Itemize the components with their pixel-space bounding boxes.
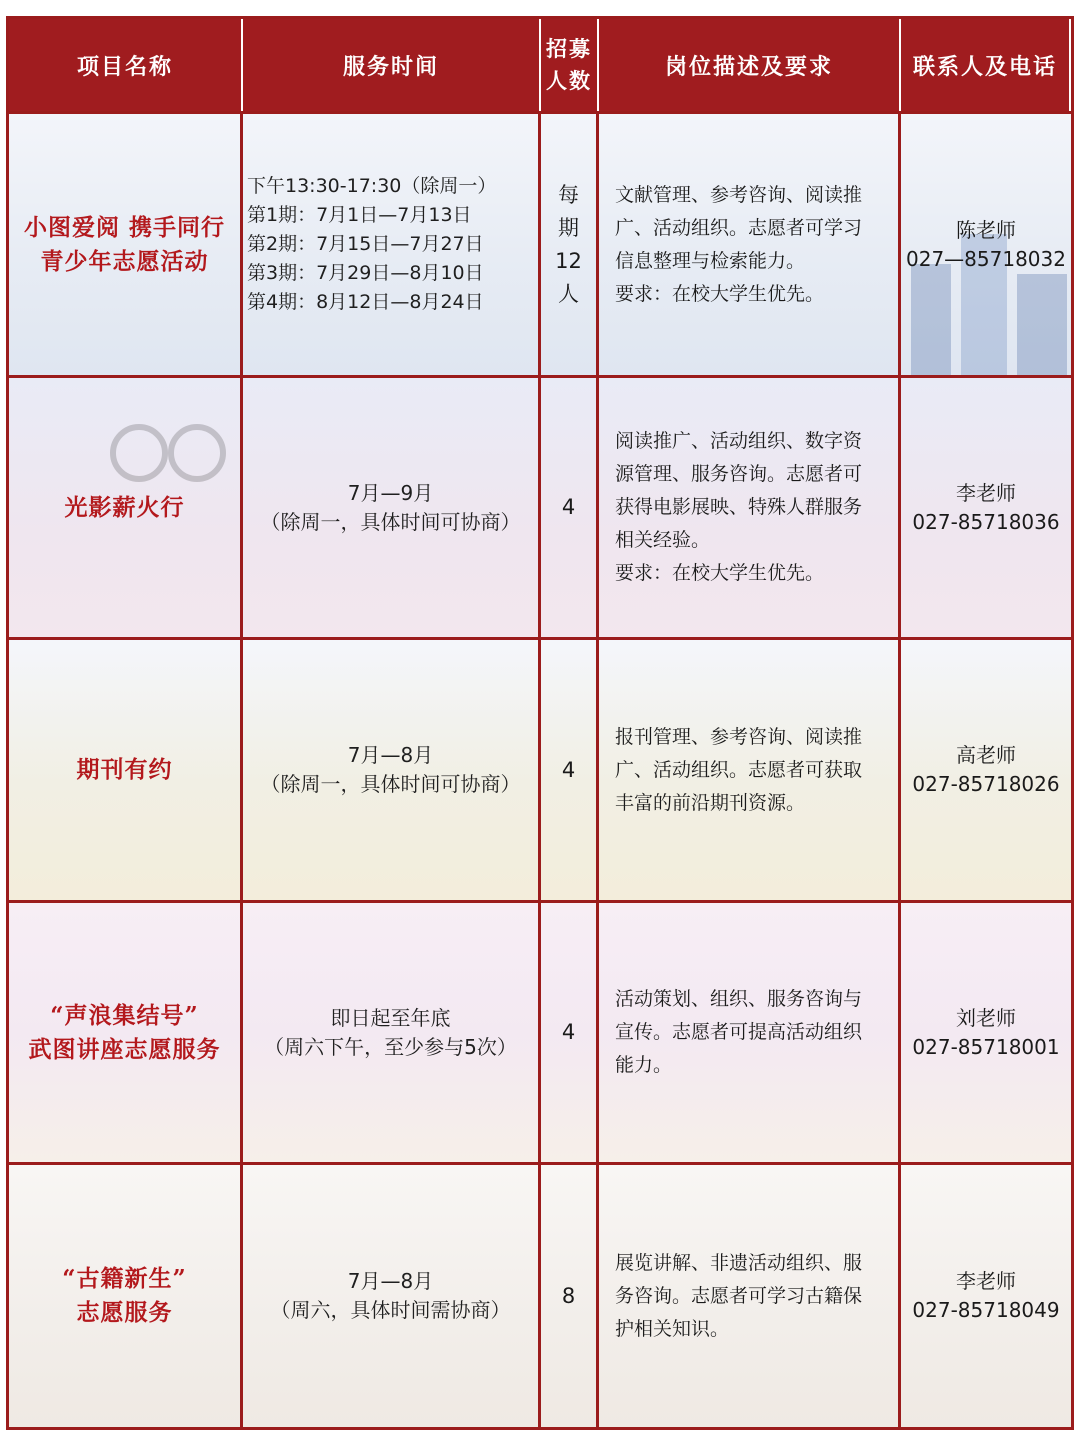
row5-contact-name: 李老师 (956, 1269, 1016, 1293)
row2-project-name (9, 375, 243, 637)
row3-time-line: （除周一，具体时间可协商） (260, 772, 521, 796)
row2-contact-phone: 027-85718036 (912, 509, 1060, 534)
row5-desc-line: 展览讲解、非遗活动组织、服 (615, 1251, 863, 1274)
header-description (599, 19, 901, 111)
row2-desc-line: 相关经验。 (615, 529, 711, 551)
row1-count-line: 12 (555, 248, 582, 273)
header-recruit-count-line2: 人数 (546, 68, 592, 93)
row5-contact-phone: 027-85718049 (912, 1298, 1060, 1322)
row1-count-line: 人 (557, 281, 579, 306)
row2-desc-line: 源管理、服务咨询。志愿者可 (615, 463, 863, 485)
row1-time-line: 下午13:30-17:30（除周一） (247, 175, 497, 197)
row2-desc-line: 要求：在校大学生优先。 (615, 562, 825, 584)
row1-count-line: 期 (557, 215, 579, 240)
row5-time-line: （周六，具体时间需协商） (270, 1298, 511, 1322)
row5-desc-line: 护相关知识。 (615, 1317, 730, 1340)
row2-contact-name: 李老师 (956, 480, 1016, 505)
row5-recruit-count (541, 1162, 599, 1427)
row2-contact (901, 375, 1071, 637)
row3-desc-line: 报刊管理、参考咨询、阅读推 (615, 725, 863, 748)
row3-description (599, 637, 901, 900)
row3-contact (901, 637, 1071, 900)
row2-desc-line: 阅读推广、活动组织、数字资 (615, 430, 863, 452)
header-service-time (243, 19, 541, 111)
row4-time-line: （周六下午，至少参与5次） (264, 1034, 517, 1059)
header-recruit-count-line1: 招募 (546, 36, 592, 61)
row4-contact-phone: 027-85718001 (912, 1034, 1060, 1059)
row5-description (599, 1162, 901, 1427)
row1-desc-line: 信息整理与检索能力。 (615, 249, 806, 272)
row4-contact (901, 900, 1071, 1162)
row5-name-line: 志愿服务 (76, 1299, 173, 1326)
header-contact (901, 19, 1071, 111)
row3-recruit-count (541, 637, 599, 900)
row1-desc-line: 要求：在校大学生优先。 (615, 282, 825, 305)
row4-description (599, 900, 901, 1162)
header-contact-text: 联系人及电话 (912, 53, 1057, 80)
row1-desc-line: 文献管理、参考咨询、阅读推 (615, 183, 863, 206)
header-project-name (9, 19, 243, 111)
row4-service-time (243, 900, 541, 1162)
row5-project-name (9, 1162, 243, 1427)
row3-contact-name: 高老师 (956, 743, 1016, 767)
row1-time-line: 第3期：7月29日—8月10日 (247, 262, 484, 284)
row1-description (599, 111, 901, 375)
row1-project-name (9, 111, 243, 375)
row5-time-line: 7月—8月 (347, 1269, 434, 1293)
row2-recruit-count (541, 375, 599, 637)
row1-service-time (243, 111, 541, 375)
row4-count-line: 4 (561, 1020, 576, 1044)
row4-time-line: 即日起至年底 (330, 1005, 451, 1030)
row2-time-line: （除周一，具体时间可协商） (260, 509, 521, 534)
row4-name-line: 武图讲座志愿服务 (28, 1035, 221, 1063)
row1-time-line: 第1期：7月1日—7月13日 (247, 204, 472, 226)
header-description-text: 岗位描述及要求 (664, 53, 833, 80)
row5-contact (901, 1162, 1071, 1427)
row4-desc-line: 宣传。志愿者可提高活动组织 (615, 1021, 863, 1043)
row2-count-line: 4 (561, 495, 576, 519)
row2-desc-line: 获得电影展映、特殊人群服务 (615, 496, 863, 518)
row1-time-line: 第4期：8月12日—8月24日 (247, 291, 484, 313)
row3-desc-line: 广、活动组织。志愿者可获取 (615, 758, 863, 781)
row3-project-name (9, 637, 243, 900)
volunteer-table (6, 16, 1074, 1430)
row5-name-line: “古籍新生” (62, 1265, 187, 1292)
row4-desc-line: 活动策划、组织、服务咨询与 (615, 988, 863, 1010)
row4-name-line: “声浪集结号” (50, 1001, 199, 1029)
row4-contact-name: 刘老师 (956, 1005, 1016, 1030)
row4-desc-line: 能力。 (615, 1054, 673, 1076)
row2-description (599, 375, 901, 637)
row1-recruit-count (541, 111, 599, 375)
film-reel-icon (109, 418, 229, 488)
row2-service-time (243, 375, 541, 637)
header-recruit-count (541, 19, 599, 111)
row5-count-line: 8 (561, 1283, 576, 1308)
row1-time-line: 第2期：7月15日—7月27日 (247, 233, 484, 255)
row1-name-line: 青少年志愿活动 (40, 247, 209, 275)
row3-name-line: 期刊有约 (76, 756, 173, 783)
row2-time-line: 7月—9月 (347, 480, 434, 505)
row3-time-line: 7月—8月 (347, 743, 434, 767)
row1-name-line: 小图爱阅 携手同行 (23, 213, 225, 241)
row1-count-line: 每 (557, 182, 579, 207)
row3-count-line: 4 (561, 757, 576, 782)
row3-service-time (243, 637, 541, 900)
row5-service-time (243, 1162, 541, 1427)
row3-contact-phone: 027-85718026 (912, 772, 1060, 796)
row3-desc-line: 丰富的前沿期刊资源。 (615, 791, 806, 814)
header-project-name-text: 项目名称 (76, 53, 173, 80)
row4-project-name (9, 900, 243, 1162)
row1-contact (901, 111, 1071, 375)
row5-desc-line: 务咨询。志愿者可学习古籍保 (615, 1284, 863, 1307)
header-service-time-text: 服务时间 (342, 53, 439, 80)
row1-desc-line: 广、活动组织。志愿者可学习 (615, 216, 863, 239)
row1-contact-phone: 027—85718032 (906, 246, 1066, 271)
row2-name-line: 光影薪火行 (64, 493, 185, 521)
row1-contact-name: 陈老师 (955, 217, 1016, 242)
row4-recruit-count (541, 900, 599, 1162)
